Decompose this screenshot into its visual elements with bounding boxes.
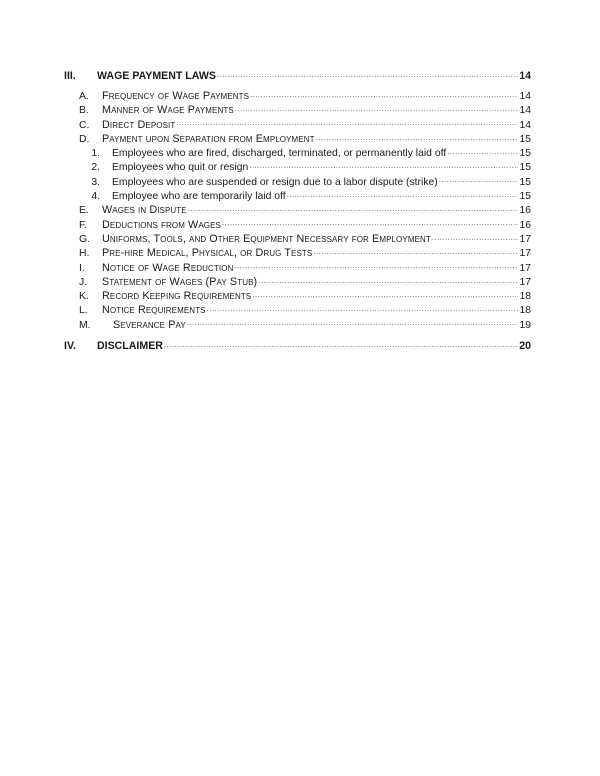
toc-item-title: Record Keeping Requirements: [102, 290, 252, 303]
toc-item-h[interactable]: [64, 246, 531, 260]
toc-page-number: 17: [519, 248, 531, 260]
toc-page-number: 17: [519, 233, 531, 245]
toc-section-number: III.: [64, 70, 76, 82]
table-of-contents: [64, 69, 531, 354]
toc-item-title: Frequency of Wage Payments: [102, 90, 250, 102]
toc-item-letter: G.: [79, 233, 90, 245]
toc-leader-dots: [287, 189, 519, 199]
toc-item-letter: L.: [79, 305, 88, 317]
toc-item-d[interactable]: [64, 132, 531, 146]
toc-item-e[interactable]: [64, 203, 531, 217]
toc-page-number: 14: [519, 119, 531, 131]
toc-page-number: 16: [519, 219, 531, 231]
toc-leader-dots: [217, 69, 518, 79]
toc-item-a[interactable]: [64, 89, 531, 103]
toc-leader-dots: [235, 103, 519, 113]
toc-item-f[interactable]: [64, 218, 531, 232]
toc-page-number: 18: [519, 291, 531, 303]
toc-subitem-title: Employees who are fired, discharged, terminated, or permanently laid off: [112, 148, 447, 160]
toc-page-number: 19: [519, 319, 531, 331]
toc-item-m[interactable]: [64, 318, 531, 332]
toc-leader-dots: [432, 232, 519, 242]
toc-subitem-4[interactable]: [64, 189, 531, 203]
toc-item-letter: F.: [79, 219, 88, 231]
toc-leader-dots: [207, 303, 519, 313]
toc-subitem-number: 2.: [91, 162, 100, 174]
toc-page-number: 15: [519, 162, 531, 174]
toc-page-number: 14: [519, 70, 531, 82]
toc-leader-dots: [250, 89, 518, 99]
toc-item-k[interactable]: [64, 289, 531, 303]
toc-item-letter: D.: [79, 133, 90, 145]
toc-leader-dots: [164, 339, 518, 349]
toc-section-iii[interactable]: [64, 69, 531, 84]
toc-item-b[interactable]: [64, 103, 531, 117]
toc-subitem-number: 1.: [91, 148, 100, 160]
toc-leader-dots: [188, 203, 519, 213]
toc-item-title: Direct Deposit: [102, 118, 176, 131]
toc-item-title: Payment upon Separation from Employment: [102, 132, 315, 145]
toc-item-letter: K.: [79, 291, 89, 303]
toc-item-c[interactable]: [64, 118, 531, 132]
toc-page-number: 15: [519, 191, 531, 203]
toc-subitem-number: 3.: [91, 176, 100, 188]
toc-section-title: WAGE PAYMENT LAWS: [97, 70, 216, 82]
toc-subitem-title: Employee who are temporarily laid off: [112, 191, 286, 203]
toc-item-letter: E.: [79, 205, 89, 217]
toc-item-g[interactable]: [64, 232, 531, 246]
toc-page-number: 15: [519, 133, 531, 145]
toc-page-number: 17: [519, 276, 531, 288]
toc-page-number: 14: [519, 91, 531, 102]
toc-item-title: Wages in Dispute: [102, 204, 187, 217]
toc-item-letter: J.: [79, 276, 88, 288]
toc-page-number: 20: [519, 340, 531, 353]
toc-leader-dots: [316, 132, 519, 142]
toc-item-letter: H.: [79, 248, 90, 260]
toc-leader-dots: [313, 246, 518, 256]
toc-leader-dots: [222, 218, 518, 228]
toc-section-iv[interactable]: [64, 339, 531, 354]
toc-item-letter: A.: [79, 91, 89, 102]
toc-item-letter: C.: [79, 119, 90, 131]
toc-page-number: 18: [519, 305, 531, 317]
toc-page-number: 15: [519, 148, 531, 160]
toc-item-title: Manner of Wage Payments: [102, 104, 234, 117]
toc-item-title: Notice Requirements: [102, 304, 206, 317]
toc-item-letter: I.: [79, 262, 85, 274]
toc-subitem-3[interactable]: [64, 175, 531, 189]
toc-leader-dots: [252, 289, 518, 299]
toc-leader-dots: [447, 146, 518, 156]
toc-item-title: Uniforms, Tools, and Other Equipment Necessary for Employment: [102, 232, 431, 245]
toc-leader-dots: [258, 275, 518, 285]
toc-leader-dots: [176, 118, 518, 128]
toc-item-i[interactable]: [64, 261, 531, 275]
toc-item-title: Notice of Wage Reduction: [102, 261, 234, 274]
toc-item-l[interactable]: [64, 303, 531, 317]
toc-item-title: Pre-hire Medical, Physical, or Drug Tests: [102, 247, 313, 260]
toc-item-j[interactable]: [64, 275, 531, 289]
toc-subitem-title: Employees who quit or resign: [112, 162, 249, 174]
toc-page-number: 14: [519, 105, 531, 117]
toc-item-title: Severance Pay: [113, 318, 186, 331]
toc-leader-dots: [439, 175, 519, 185]
toc-item-title: Statement of Wages (Pay Stub): [102, 275, 258, 288]
toc-leader-dots: [234, 261, 518, 271]
toc-subitem-1[interactable]: [64, 146, 531, 160]
toc-section-number: IV.: [64, 340, 76, 353]
toc-leader-dots: [187, 318, 519, 328]
toc-item-letter: M.: [79, 319, 91, 331]
toc-item-letter: B.: [79, 105, 89, 117]
toc-subitem-title: Employees who are suspended or resign due to a labor dispute (strike): [112, 176, 438, 188]
toc-subitem-number: 4.: [91, 191, 100, 203]
toc-leader-dots: [249, 160, 518, 170]
toc-item-title: Deductions from Wages: [102, 218, 221, 231]
toc-page-number: 17: [519, 262, 531, 274]
toc-section-title: DISCLAIMER: [97, 340, 163, 353]
toc-page-number: 16: [519, 205, 531, 217]
toc-subitem-2[interactable]: [64, 160, 531, 174]
toc-page-number: 15: [519, 176, 531, 188]
